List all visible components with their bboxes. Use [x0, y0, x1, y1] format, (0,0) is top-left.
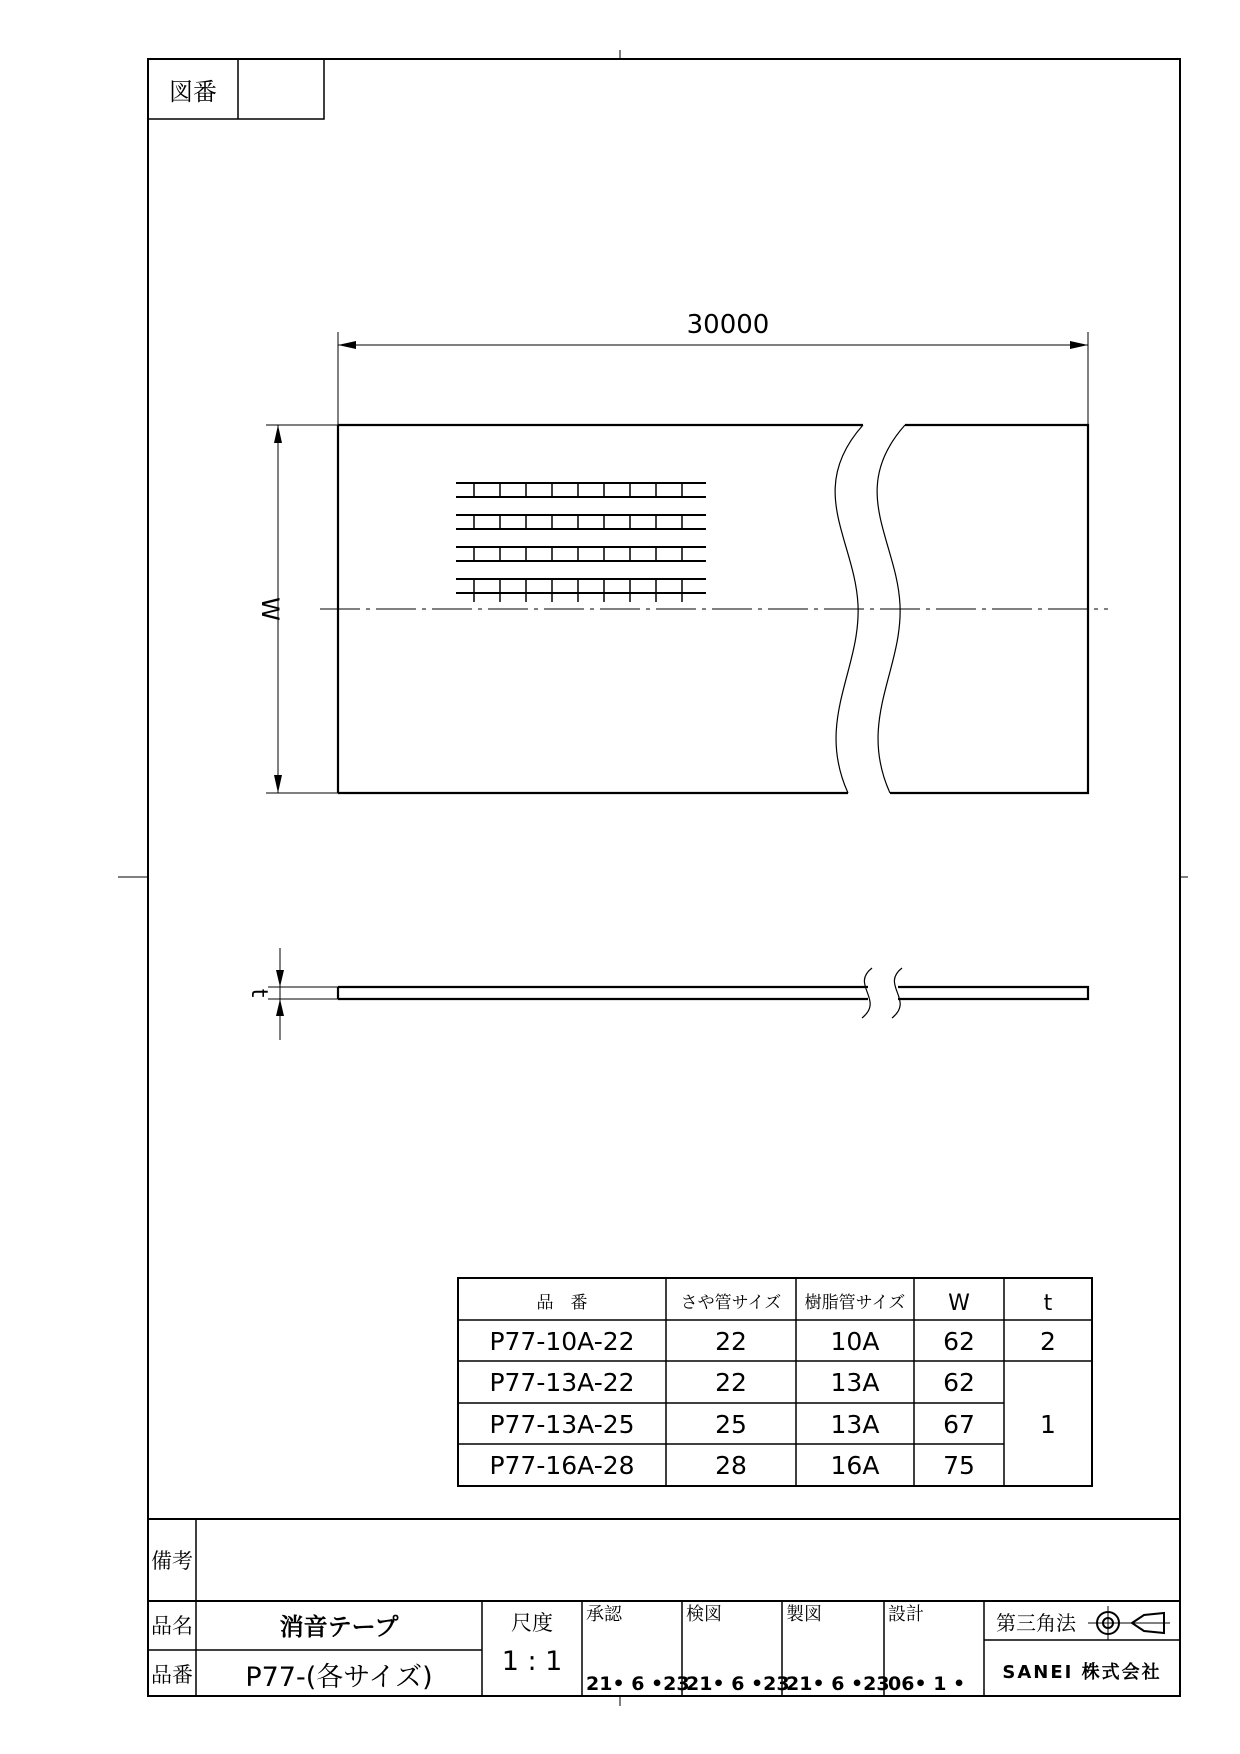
row1-w: 62 — [943, 1327, 975, 1356]
row4-sheath: 28 — [715, 1451, 747, 1480]
row1-sheath: 22 — [715, 1327, 747, 1356]
row1-part-no: P77-10A-22 — [489, 1327, 635, 1356]
approval-label: 承認 — [586, 1604, 622, 1625]
drawing-number-box — [148, 59, 324, 119]
row1-t: 2 — [1040, 1327, 1056, 1356]
scale-label: 尺度 — [511, 1611, 553, 1635]
spec-table-headers — [537, 1291, 1053, 1316]
row1-resin: 10A — [830, 1327, 880, 1356]
design-date: 06• 1 • — [888, 1673, 966, 1695]
row3-w: 67 — [943, 1410, 975, 1439]
product-number-value: P77-(各サイズ) — [245, 1662, 433, 1693]
header-w: W — [948, 1291, 970, 1316]
row4-part-no: P77-16A-28 — [489, 1451, 635, 1480]
row2-resin: 13A — [830, 1368, 880, 1397]
scale-value: 1 : 1 — [501, 1646, 563, 1677]
row3-t: 1 — [1040, 1410, 1056, 1439]
row2-part-no: P77-13A-22 — [489, 1368, 635, 1397]
drawing-number-label: 図番 — [169, 78, 217, 106]
product-number-label: 品番 — [151, 1663, 193, 1687]
design-label: 設計 — [888, 1604, 924, 1625]
slit-pattern — [456, 483, 706, 593]
row3-sheath: 25 — [715, 1410, 747, 1439]
header-resin-size: 樹脂管サイズ — [804, 1293, 906, 1313]
remarks-label: 備考 — [151, 1549, 193, 1573]
slit-ticks — [474, 483, 682, 602]
product-name-label: 品名 — [151, 1614, 193, 1638]
approval-date: 21• 6 •23 — [586, 1673, 690, 1695]
drafting-date: 21• 6 •23 — [786, 1673, 890, 1695]
check-label: 検図 — [686, 1604, 722, 1625]
row4-w: 75 — [943, 1451, 975, 1480]
check-date: 21• 6 •23 — [686, 1673, 790, 1695]
projection-label: 第三角法 — [996, 1611, 1076, 1635]
row3-part-no: P77-13A-25 — [489, 1410, 635, 1439]
sheet-border — [148, 59, 1180, 1696]
length-dimension: 30000 — [686, 310, 770, 340]
drafting-label: 製図 — [786, 1604, 822, 1625]
header-sheath-size: さや管サイズ — [680, 1293, 782, 1313]
row2-sheath: 22 — [715, 1368, 747, 1397]
thickness-dimension-label: t — [246, 988, 271, 998]
product-name-value: 消音テープ — [279, 1613, 399, 1641]
third-angle-projection-icon — [1088, 1606, 1170, 1640]
side-view — [268, 948, 1088, 1040]
row4-resin: 16A — [830, 1451, 880, 1480]
header-part-no: 品 番 — [536, 1293, 588, 1313]
center-marks — [118, 50, 1188, 1706]
width-dimension-label: W — [256, 597, 284, 621]
top-view — [266, 332, 1108, 793]
company-name: SANEI 株式会社 — [1002, 1662, 1162, 1683]
row2-w: 62 — [943, 1368, 975, 1397]
header-t: t — [1043, 1291, 1053, 1316]
row3-resin: 13A — [830, 1410, 880, 1439]
